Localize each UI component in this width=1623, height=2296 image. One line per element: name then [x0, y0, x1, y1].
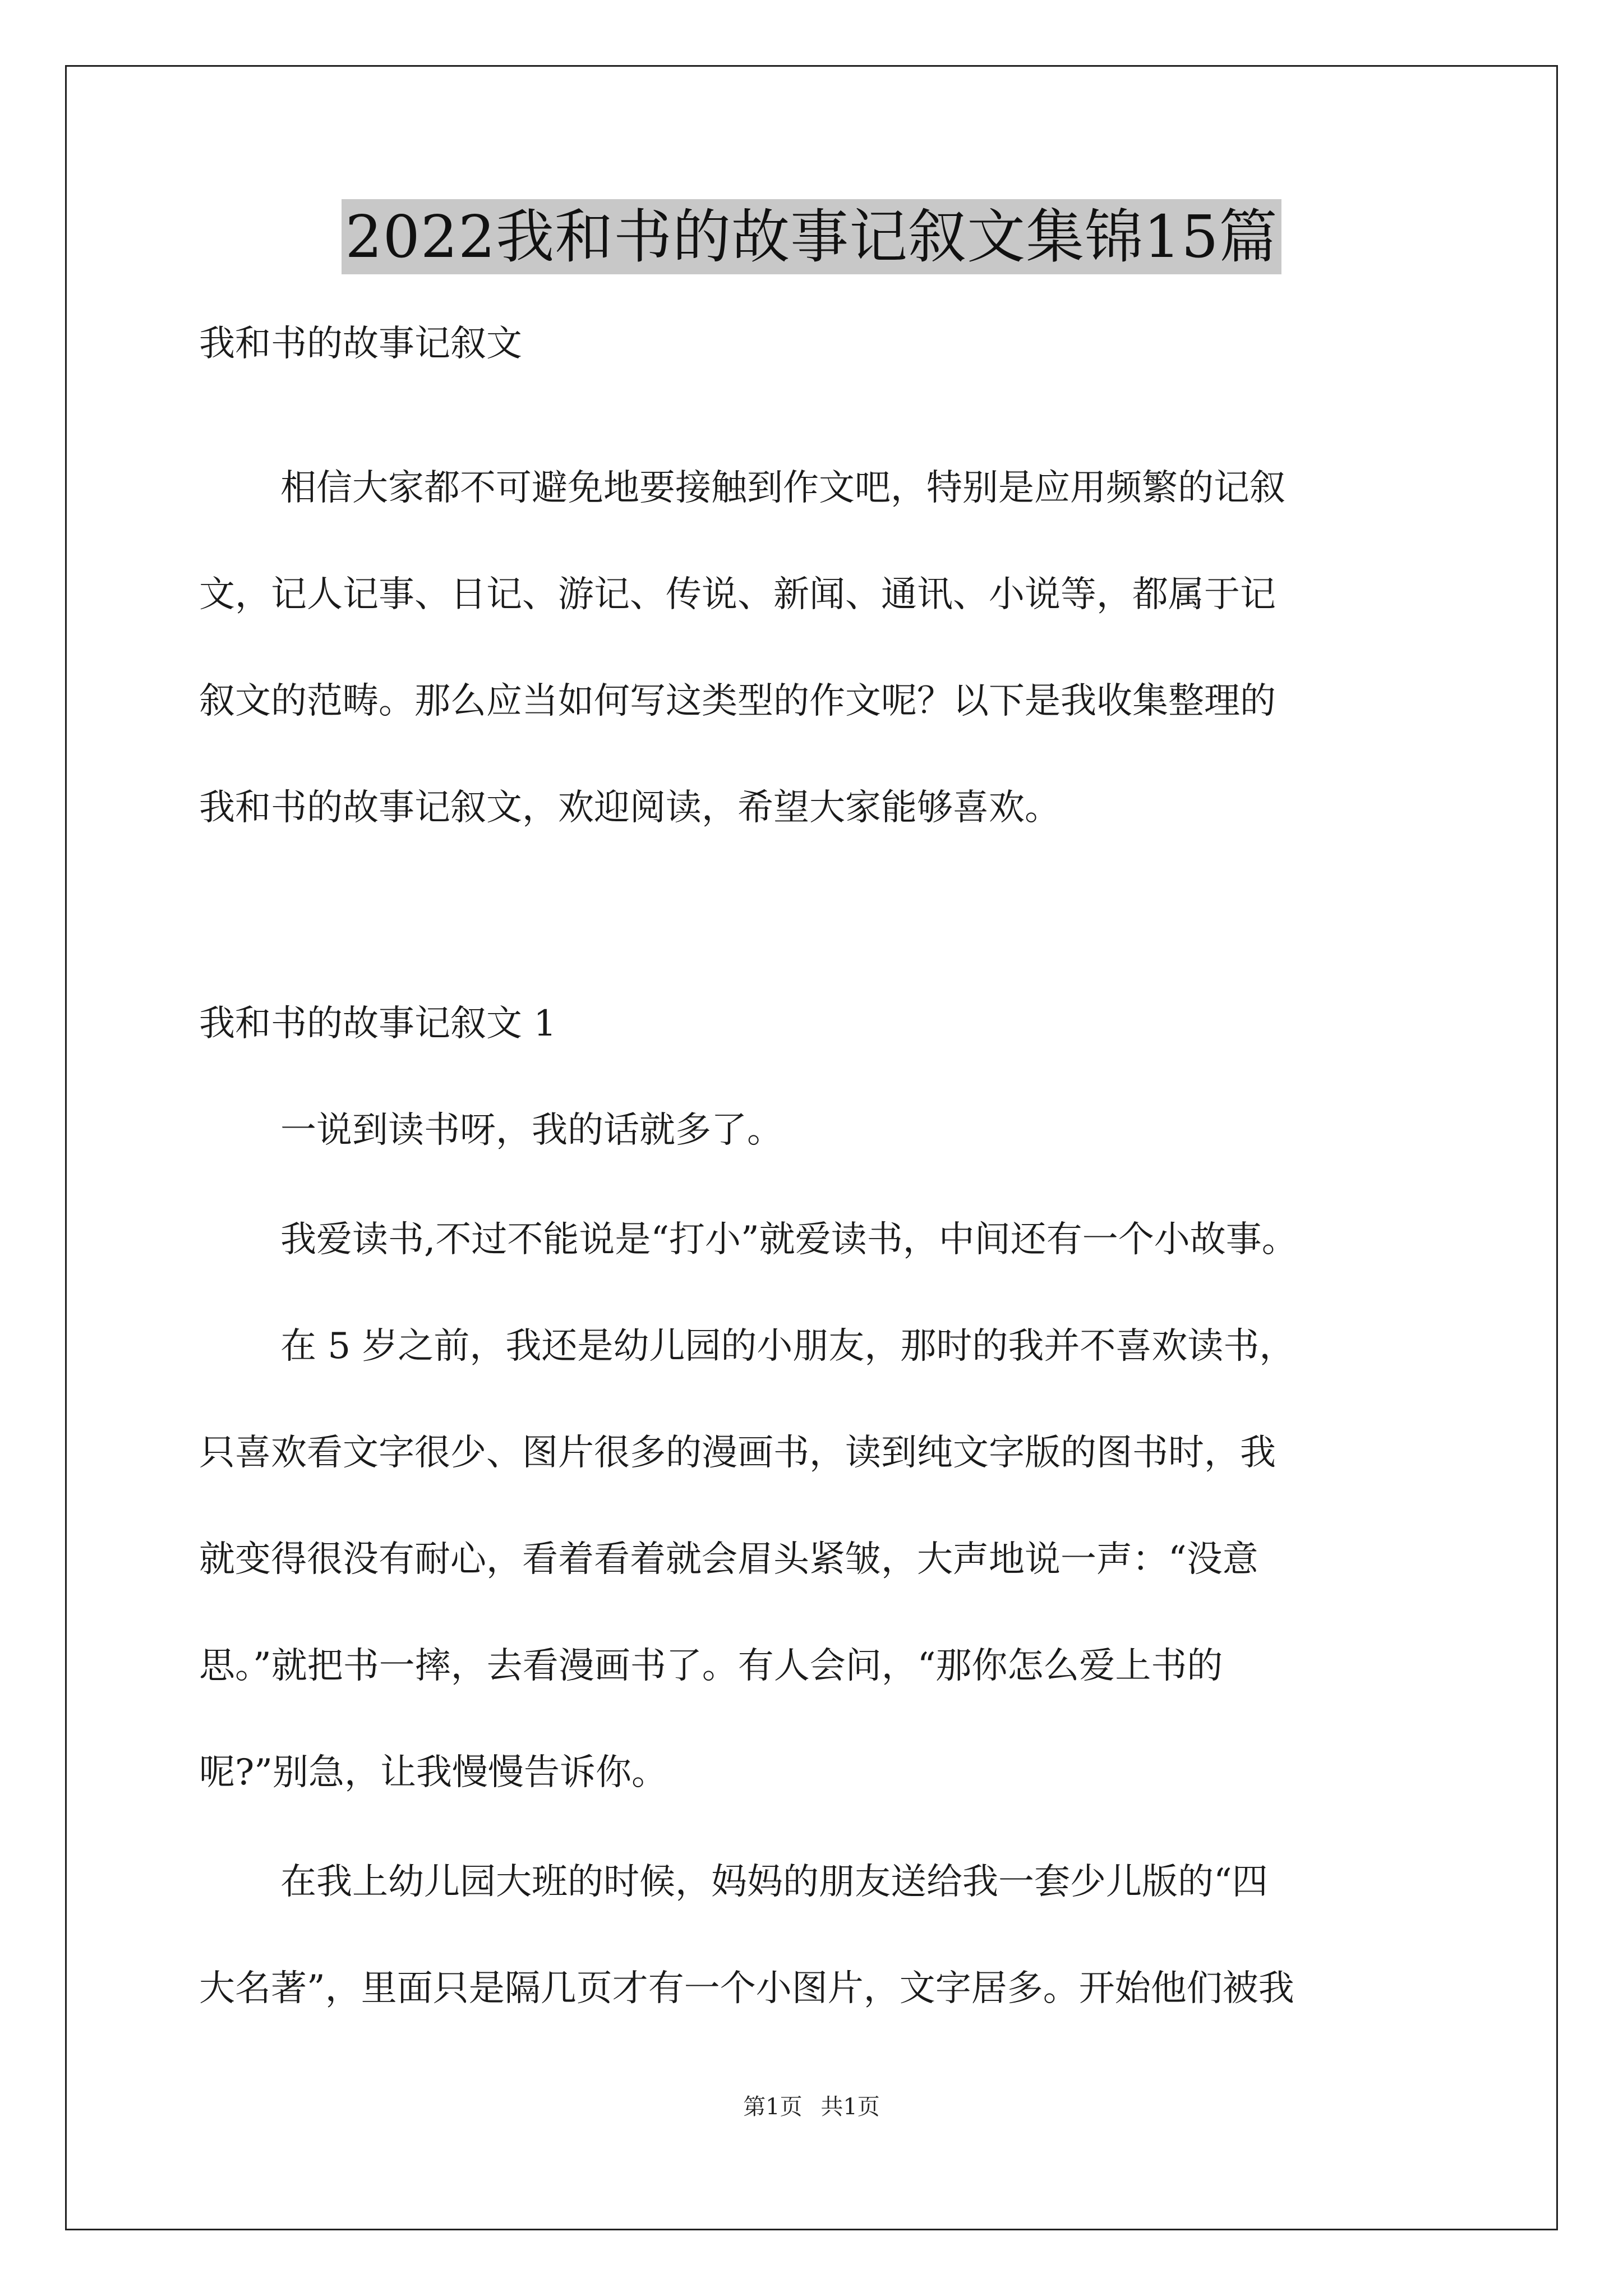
paragraph-line: 只喜欢看文字很少、图片很多的漫画书，读到纯文字版的图书时，我	[199, 1432, 1276, 1474]
section-heading: 我和书的故事记叙文 1	[199, 1003, 557, 1045]
paragraph-line: 在我上幼儿园大班的时候，妈妈的朋友送给我一套少儿版的“四	[280, 1861, 1268, 1903]
paragraph-line: 我爱读书,不过不能说是“打小”就爱读书，中间还有一个小故事。	[280, 1219, 1298, 1260]
paragraph-line: 大名著”，里面只是隔几页才有一个小图片，文字居多。开始他们被我	[199, 1968, 1294, 2009]
page-footer	[0, 2091, 1623, 2123]
paragraph-line: 在 5 岁之前，我还是幼儿园的小朋友，那时的我并不喜欢读书，	[280, 1326, 1295, 1367]
paragraph-line: 一说到读书呀，我的话就多了。	[280, 1110, 783, 1151]
paragraph-line: 思。”就把书一摔，去看漫画书了。有人会问，“那你怎么爱上书的	[199, 1645, 1223, 1687]
document-title: 2022我和书的故事记叙文集锦15篇	[342, 199, 1281, 274]
section-heading: 我和书的故事记叙文	[199, 323, 522, 365]
paragraph-line: 就变得很没有耐心，看着看着就会眉头紧皱，大声地说一声：“没意	[199, 1539, 1258, 1580]
title-area	[0, 199, 1623, 274]
paragraph-line: 我和书的故事记叙文，欢迎阅读，希望大家能够喜欢。	[199, 787, 1061, 829]
paragraph-line: 文，记人记事、日记、游记、传说、新闻、通讯、小说等，都属于记	[199, 574, 1276, 615]
page-number: 第1页	[743, 2094, 803, 2120]
page-total: 共1页	[820, 2094, 880, 2120]
paragraph-line: 叙文的范畴。那么应当如何写这类型的作文呢？以下是我收集整理的	[199, 680, 1276, 722]
paragraph-line: 相信大家都不可避免地要接触到作文吧，特别是应用频繁的记叙	[280, 467, 1285, 509]
paragraph-line: 呢?”别急，让我慢慢告诉你。	[199, 1752, 668, 1793]
